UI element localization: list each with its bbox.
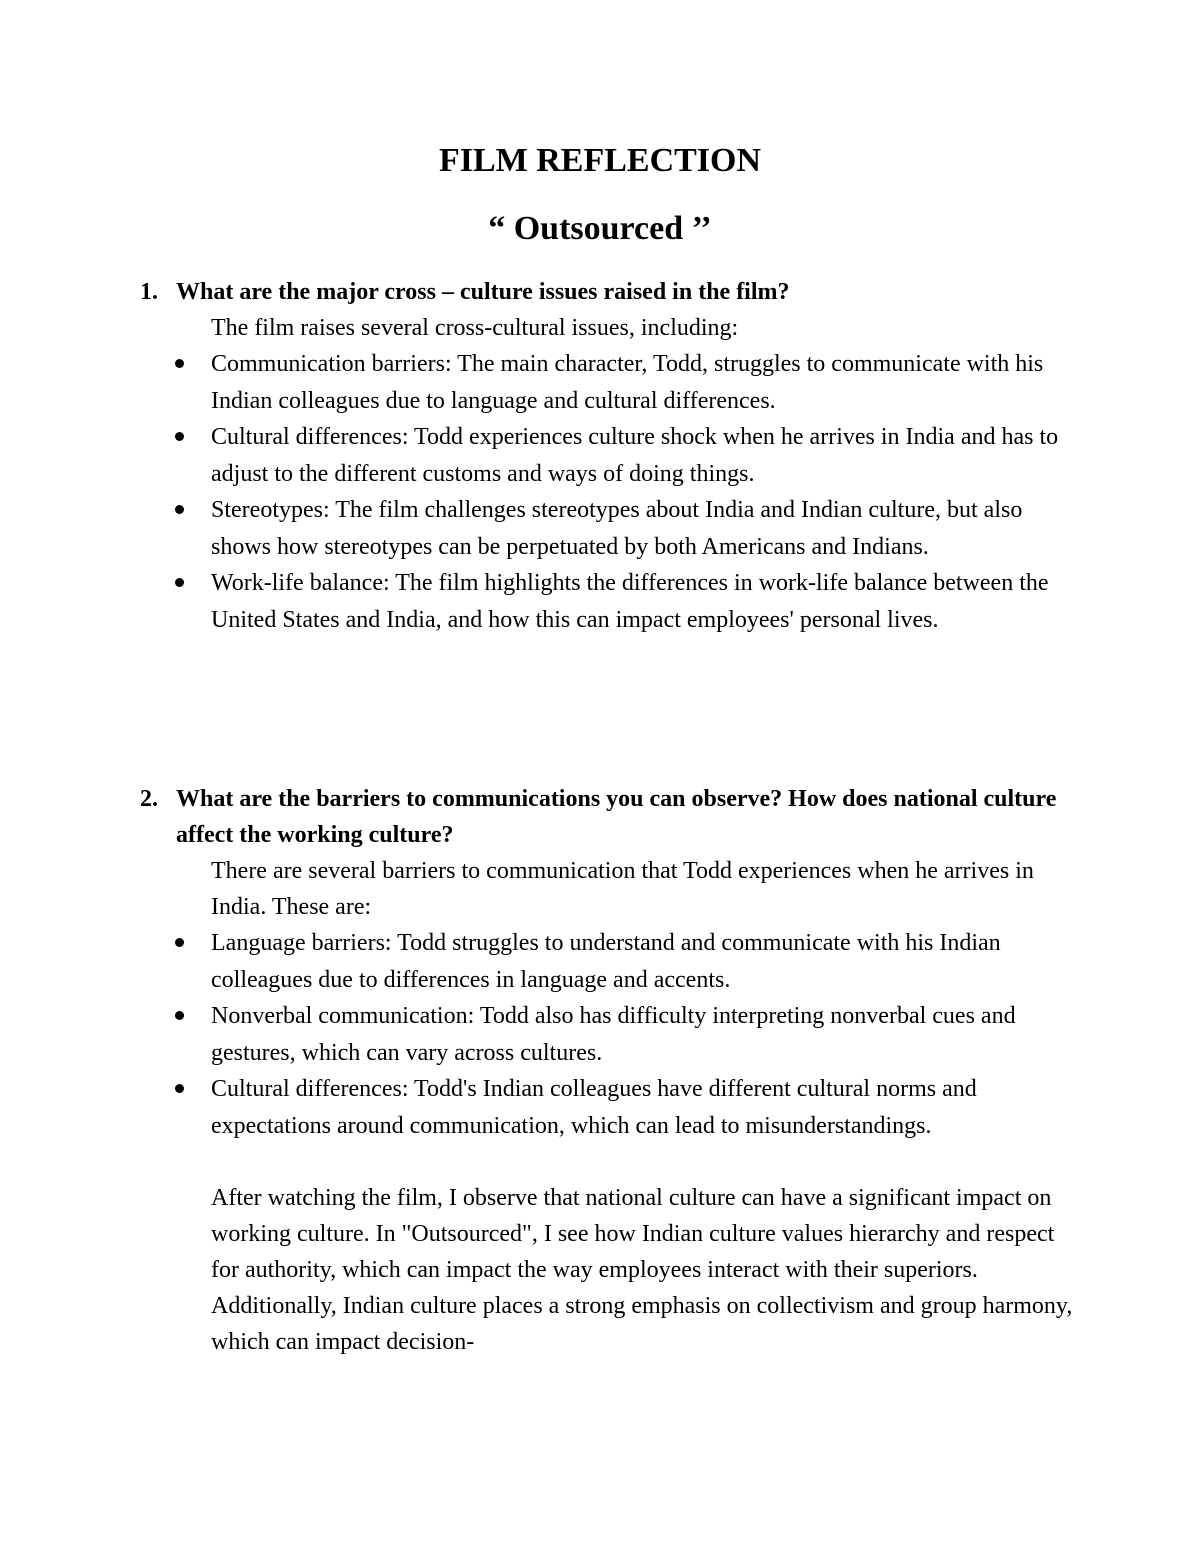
bullet-item [0,1071,1200,1144]
bullet-item [0,419,1200,492]
bullet-text: Nonverbal communication: Todd also has difficulty interpreting nonverbal cues and gestures, which can vary across cultures. [211,1003,1016,1066]
bullet-item [0,492,1200,565]
bullet-text: Work-life balance: The film highlights the differences in work-life balance between the United States and India, and how this can impact employees' personal lives. [211,570,1049,633]
bullet-icon [175,359,184,368]
bullet-text: Language barriers: Todd struggles to understand and communicate with his Indian colleagues due to differences in language and accents. [211,930,1001,993]
answer-bullet-list [0,925,1200,1144]
bullet-item [0,998,1200,1071]
bullet-icon [175,938,184,947]
closing-paragraph: After watching the film, I observe that national culture can have a significant impact on working culture. In "Outsourced", I see how Indian culture values hierarchy and respect for authority, which can impact the way employees interact with their superiors. Additionally, Indian culture places a strong emphasis on collectivism and group harmony, which can impact decision- [211,1185,1073,1355]
document-subtitle: “ Outsourced ’’ [488,210,712,247]
bullet-text: Cultural differences: Todd's Indian colleagues have different cultural norms and expectations around communication, which can lead to misunderstandings. [211,1076,977,1139]
bullet-icon [175,432,184,441]
bullet-icon [175,1011,184,1020]
answer-bullet-list [0,346,1200,638]
bullet-icon [175,1084,184,1093]
bullet-text: Stereotypes: The film challenges stereotypes about India and Indian culture, but also shows how stereotypes can be perpetuated by both Americans and Indians. [211,497,1023,560]
paragraph-spacer [0,1144,1200,1180]
question-section-1 [0,274,1200,638]
bullet-item [0,346,1200,419]
question-text: What are the major cross – culture issues raised in the film? [176,279,790,305]
bullet-text: Communication barriers: The main character, Todd, struggles to communicate with his Indian colleagues due to language and cultural differences. [211,351,1044,414]
bullet-item [0,925,1200,998]
bullet-icon [175,578,184,587]
question-number: 2. [140,786,158,812]
question-heading [0,274,1200,310]
answer-intro: The film raises several cross-cultural issues, including: [211,315,739,341]
question-section-2 [0,781,1200,1360]
bullet-text: Cultural differences: Todd experiences culture shock when he arrives in India and has to adjust to the different customs and ways of doing things. [211,424,1059,487]
question-number: 1. [140,279,158,305]
answer-intro: There are several barriers to communication that Todd experiences when he arrives in India. These are: [211,858,1034,920]
question-text: What are the barriers to communications you can observe? How does national culture affect the working culture? [176,786,1057,848]
bullet-icon [175,505,184,514]
bullet-item [0,565,1200,638]
question-heading [0,781,1200,853]
document-title: FILM REFLECTION [438,142,762,179]
